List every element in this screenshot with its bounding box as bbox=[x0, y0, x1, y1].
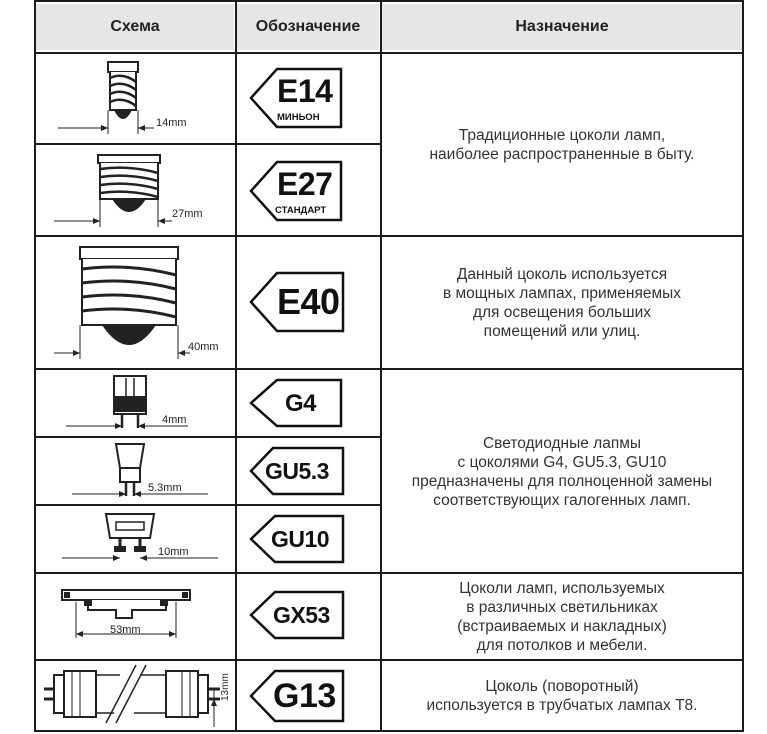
designation-gx53 bbox=[237, 574, 380, 659]
gu10-tag bbox=[249, 514, 345, 564]
description-gx53-text: Цоколи ламп, используемых в различных светильниках (встраиваемых и накладных) для потолков и мебели. bbox=[457, 580, 667, 654]
e40-code: E40 bbox=[277, 281, 340, 322]
e27-tag bbox=[249, 160, 343, 222]
gu5-3-tag bbox=[249, 446, 345, 496]
e14-base-drawing bbox=[36, 54, 235, 143]
gx53-base-drawing bbox=[36, 574, 235, 659]
description-e14-e27-text: Традиционные цоколи ламп, наиболее распространенные в быту. bbox=[429, 127, 695, 163]
lamp-base-table bbox=[34, 0, 744, 732]
scheme-e27 bbox=[36, 145, 235, 235]
description-g13 bbox=[382, 662, 742, 730]
scheme-g4 bbox=[36, 370, 235, 436]
grid-line bbox=[742, 0, 744, 732]
designation-gu10 bbox=[237, 506, 380, 572]
dimension-label: 13mm bbox=[220, 673, 231, 701]
gx53-tag bbox=[249, 590, 345, 640]
dimension-label: 5.3mm bbox=[148, 482, 182, 494]
scheme-g13 bbox=[36, 661, 235, 730]
dimension-label: 10mm bbox=[158, 546, 189, 558]
g13-tag bbox=[249, 669, 345, 723]
e14-tag bbox=[249, 67, 343, 129]
description-e40 bbox=[382, 238, 742, 368]
e40-tag bbox=[249, 271, 345, 333]
header-scheme-label: Схема bbox=[110, 18, 160, 35]
header-designation bbox=[237, 4, 379, 50]
designation-g13 bbox=[237, 661, 380, 730]
scheme-gu10 bbox=[36, 506, 235, 572]
e14-subtitle: МИНЬОН bbox=[277, 112, 320, 123]
description-e14-e27 bbox=[382, 55, 742, 235]
scheme-gx53 bbox=[36, 574, 235, 659]
description-g4-gu10 bbox=[382, 371, 742, 572]
e27-subtitle: СТАНДАРТ bbox=[275, 205, 327, 216]
scheme-gu5-3 bbox=[36, 438, 235, 504]
g13-code: G13 bbox=[273, 677, 336, 715]
gx53-code: GX53 bbox=[273, 602, 330, 628]
designation-e14 bbox=[237, 54, 380, 143]
designation-g4 bbox=[237, 370, 380, 436]
e14-code: E14 bbox=[277, 73, 333, 109]
header-purpose bbox=[382, 4, 742, 50]
grid-line bbox=[380, 0, 382, 732]
header-purpose-label: Назначение bbox=[515, 18, 609, 35]
designation-e27 bbox=[237, 145, 380, 235]
g13-base-drawing bbox=[36, 661, 235, 730]
e27-base-drawing bbox=[36, 145, 235, 235]
header-designation-label: Обозначение bbox=[255, 18, 361, 35]
dimension-label: 4mm bbox=[162, 414, 187, 426]
grid-line bbox=[34, 0, 744, 2]
e27-code: E27 bbox=[277, 166, 333, 202]
designation-e40 bbox=[237, 237, 380, 368]
description-gx53 bbox=[382, 575, 742, 659]
header-scheme bbox=[36, 4, 234, 50]
designation-gu5-3 bbox=[237, 438, 380, 504]
description-e40-text: Данный цоколь используется в мощных лампах, применяемых для освещения больших помещений или улиц. bbox=[442, 266, 682, 340]
gu5-3-base-drawing bbox=[36, 438, 235, 504]
g4-base-drawing bbox=[36, 370, 235, 436]
description-g13-text: Цоколь (поворотный) используется в трубчатых лампах Т8. bbox=[426, 678, 698, 714]
scheme-e14 bbox=[36, 54, 235, 143]
gu5-3-code: GU5.3 bbox=[265, 458, 329, 484]
g4-code: G4 bbox=[285, 390, 317, 417]
gu10-code: GU10 bbox=[271, 526, 330, 552]
scheme-e40 bbox=[36, 237, 235, 368]
description-g4-gu10-text: Светодиодные лапмы с цоколями G4, GU5.3, GU10 предназначены для полноценной замены соответствующих галогенных ламп. bbox=[411, 434, 713, 509]
grid-line bbox=[34, 730, 744, 732]
dimension-label: 53mm bbox=[110, 624, 141, 636]
dimension-label: 40mm bbox=[188, 341, 219, 353]
gu10-base-drawing bbox=[36, 506, 235, 572]
dimension-label: 27mm bbox=[172, 208, 203, 220]
dimension-label: 14mm bbox=[156, 117, 187, 129]
g4-tag bbox=[249, 378, 343, 428]
